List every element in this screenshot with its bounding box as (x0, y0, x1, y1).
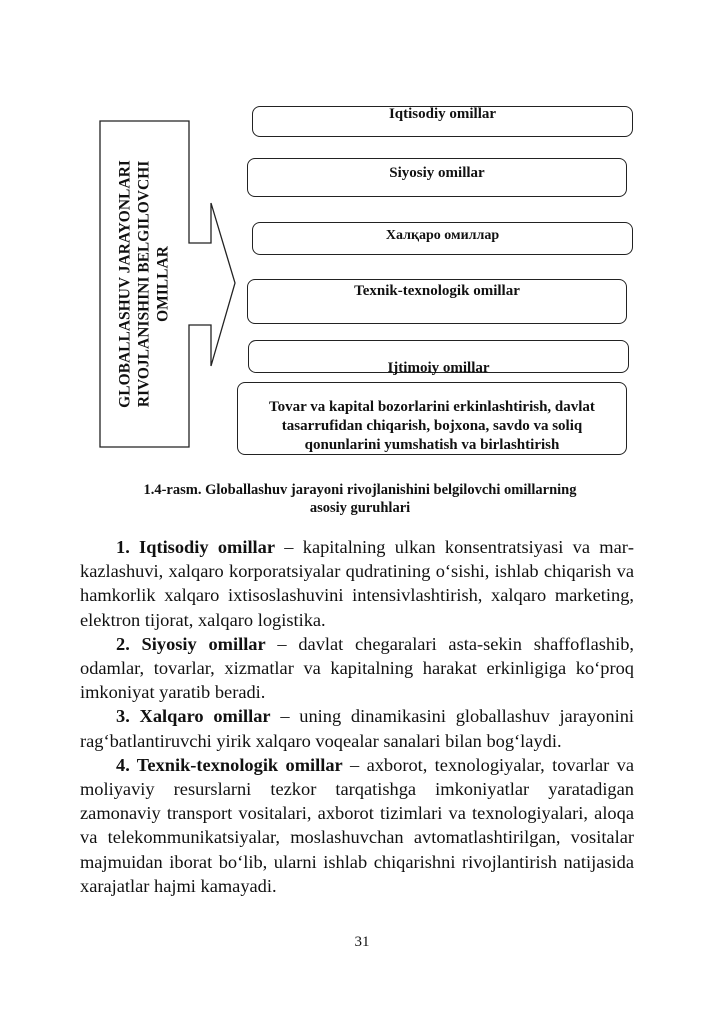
box-label: Ijtimoiy omillar (387, 360, 490, 376)
paragraph-technical (80, 753, 634, 898)
paragraph-title: 4. Texnik-texnologik omillar (116, 754, 343, 775)
factor-box-political (247, 158, 627, 197)
label-line: OMILLAR (154, 246, 172, 322)
figure-caption (80, 481, 640, 517)
caption-line: 1.4-rasm. Globallashuv jarayoni rivojlanishini belgilovchi omillarning (143, 482, 577, 498)
paragraph-text: – uning dinamikasini globallashuv jarayonini rag‘batlantiruvchi yirik xalqaro voqealar sanalari bilan bog‘laydi. (80, 706, 634, 751)
label-line: GLOBALLASHUV JARAYONLARI (116, 160, 134, 408)
box-label: Siyosiy omillar (389, 165, 485, 181)
paragraph-political (80, 632, 634, 705)
paragraph-text: – kapitalning ulkan konsentratsiyasi va markazlashuvi, xalqaro korporatsiyalar qudratining o‘sishi, ishlab chiqarish va hamkorlik xalqaro ixtisoslashuvini intensivlashtirish, xalqaro marketing, elektron tijorat, xalqaro logistika. (80, 537, 634, 630)
caption-line: asosiy guruhlari (309, 500, 411, 516)
paragraph-title: 2. Siyosiy omillar (116, 633, 266, 654)
paragraph-text: – davlat chegaralari asta-sekin shaffoflashib, odamlar, tovarlar, xizmatlar va kapitalning harakat erkinligiga ko‘proq imkoniyat yaratib beradi. (80, 633, 634, 703)
paragraph-title: 3. Xalqaro omillar (116, 706, 271, 727)
factor-box-social (248, 340, 629, 376)
paragraph-international (80, 704, 634, 752)
factor-box-international (252, 222, 633, 255)
factor-box-liberalization (237, 382, 627, 455)
factor-box-economic (252, 106, 633, 137)
paragraph-title: 1. Iqtisodiy omillar (116, 537, 276, 557)
paragraph-economic (80, 535, 634, 632)
box-label: Халқаро омиллар (385, 228, 500, 243)
box-label: Tovar va kapital bozorlarini erkinlashtirish, davlat tasarrufidan chiqarish, bojxona, savdo va soliq qonunlarini yumshatish va birlashtirish (269, 399, 595, 453)
box-label: Iqtisodiy omillar (388, 106, 497, 122)
paragraph-text: – axborot, texnologiyalar, tovarlar va moliyaviy resurslarni tezkor tarqatishga imkoniyatlar yaratadigan zamonaviy transport vositalari, axborot tizimlari va texnologiyalari, aloqa va telekommunikatsiyalar, moslashuvchan avtomatlashtirilgan, vositalar majmuidan iborat bo‘lib, ularni ishlab chiqarishni rivojlantirish natijasida xarajatlar hajmi kamayadi. (80, 754, 634, 896)
body-text (80, 535, 634, 898)
box-label: Texnik-texnologik omillar (354, 283, 520, 299)
page-number: 31 (354, 934, 370, 950)
label-line: RIVOJLANISHINI BELGILOVCHI (135, 160, 153, 408)
factor-box-technical (247, 279, 627, 324)
diagram-main-label (116, 119, 173, 449)
